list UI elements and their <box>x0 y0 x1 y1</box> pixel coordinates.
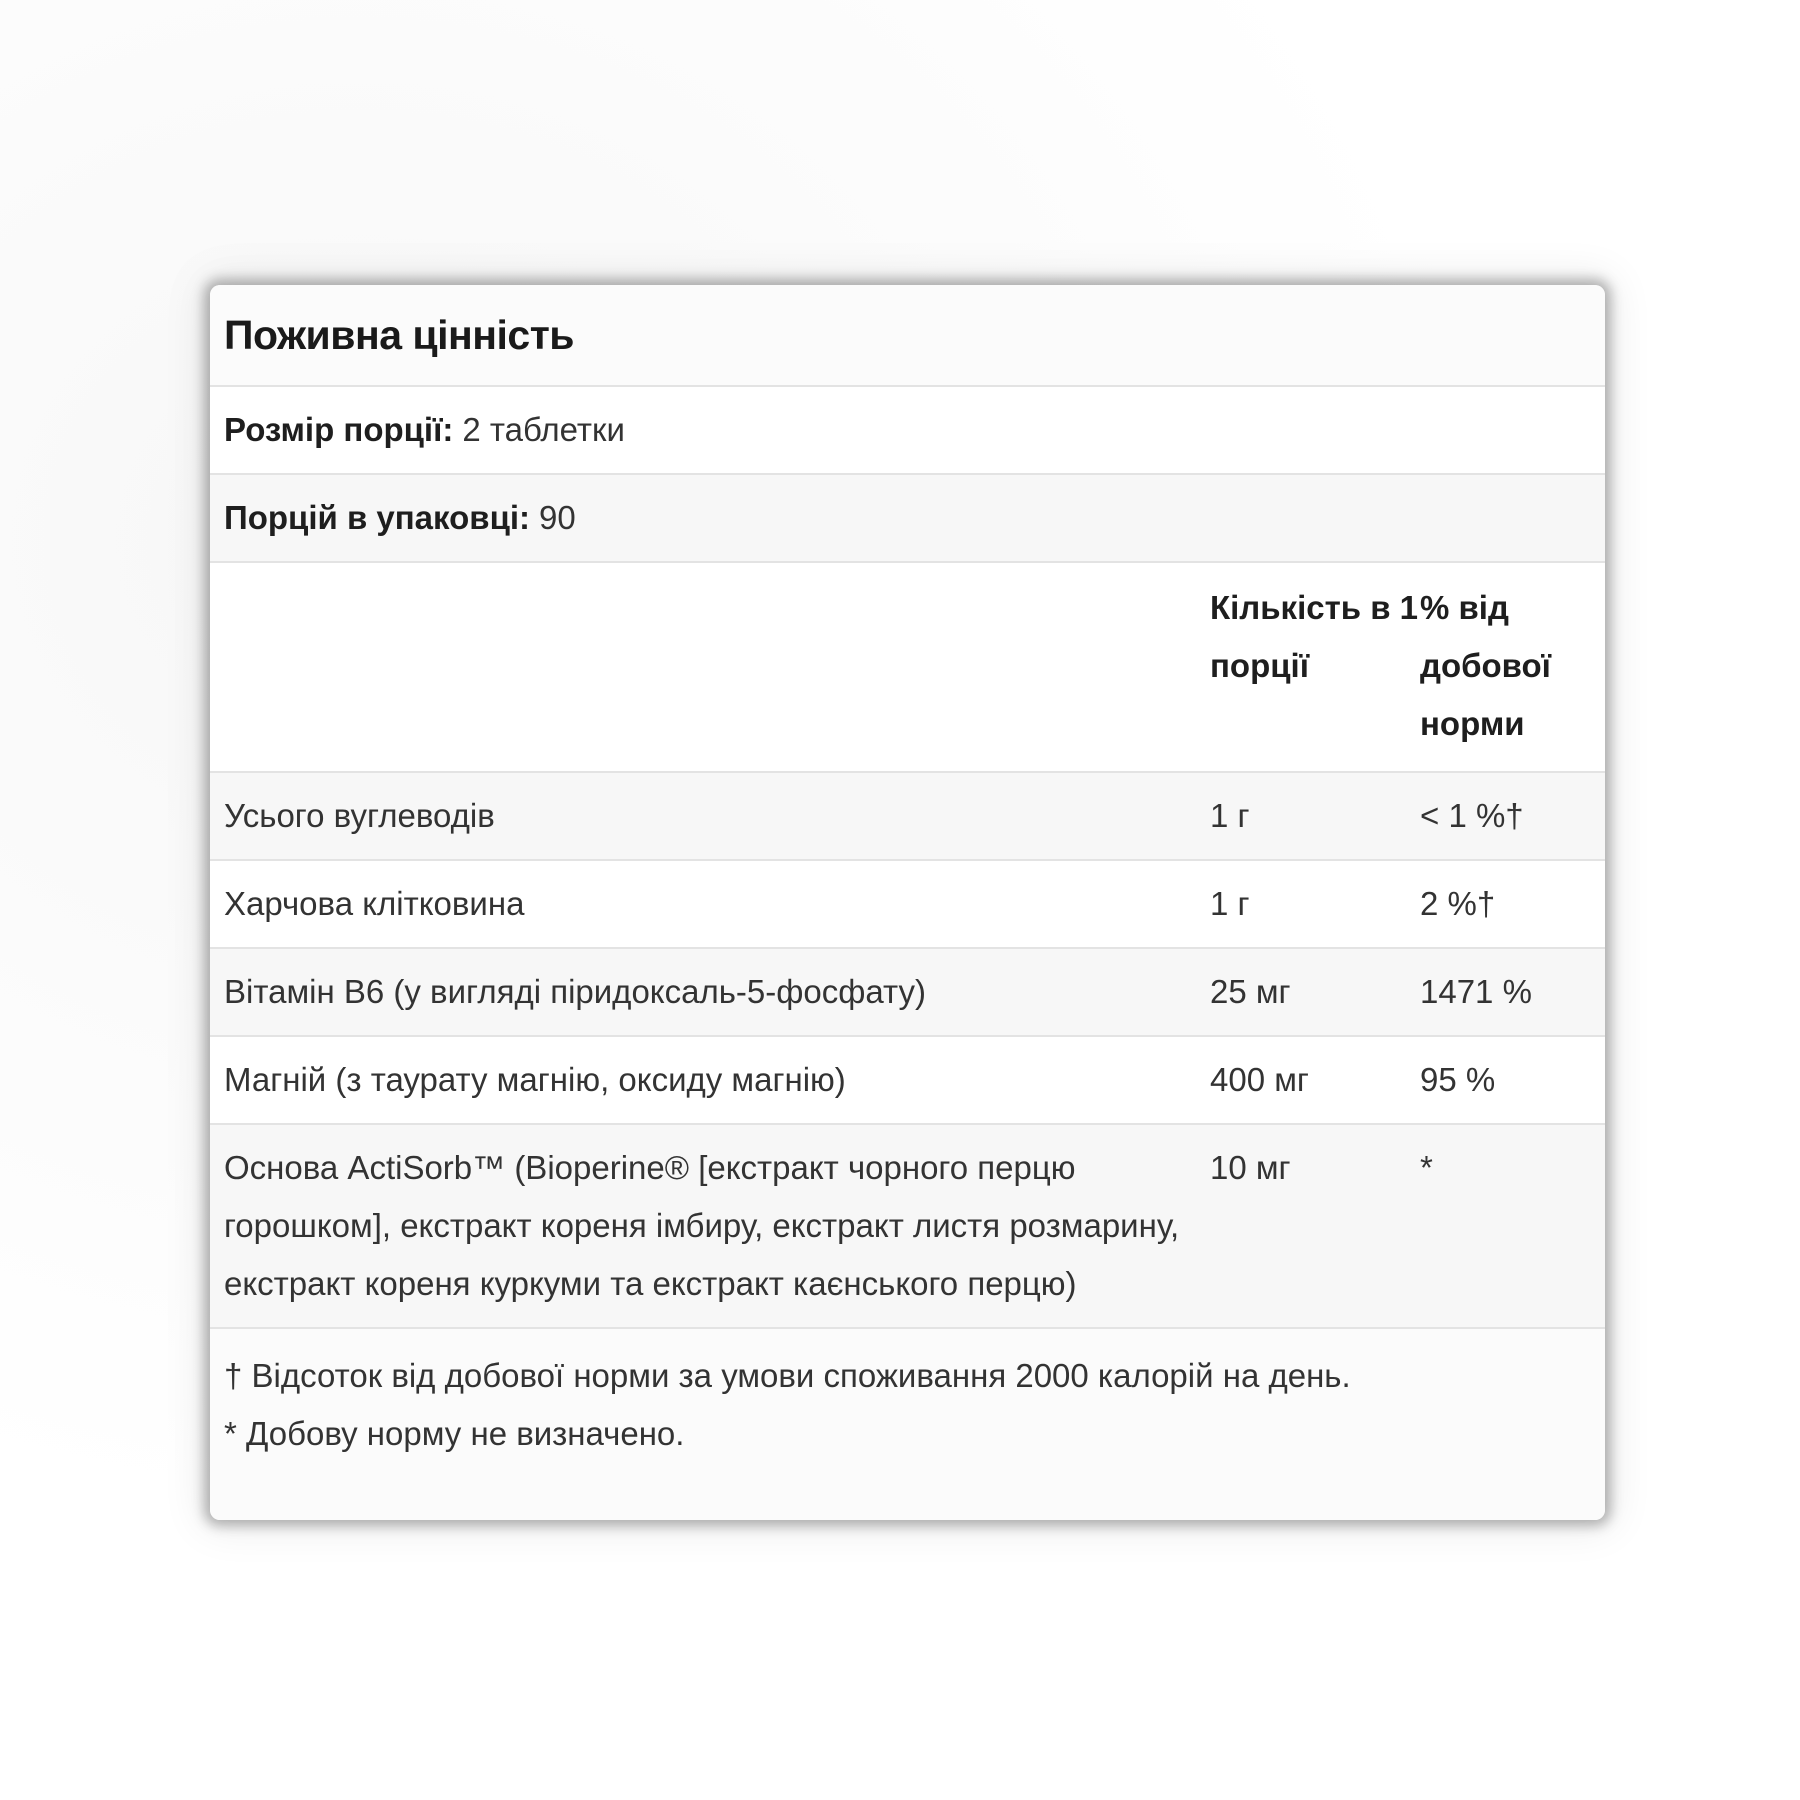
nutrient-name: Основа ActiSorb™ (Bioperine® [екстракт чорного перцю горошком], екстракт кореня імбиру, екстракт листя розмарину, екстракт кореня куркуми та екстракт каєнського перцю) <box>224 1149 1180 1302</box>
nutrient-name: Харчова клітковина <box>224 885 525 922</box>
title-row <box>210 285 1605 387</box>
table-row <box>210 1037 1605 1125</box>
table-row <box>210 949 1605 1037</box>
servings-per-container-label: Порцій в упаковці: <box>224 499 531 536</box>
footnote-asterisk: * Добову норму не визначено. <box>224 1415 685 1452</box>
header-daily-value: % від добової норми <box>1420 589 1551 742</box>
header-nutrient <box>210 563 1210 771</box>
nutrient-amount: 1 г <box>1210 885 1250 922</box>
nutrient-name: Усього вуглеводів <box>224 797 495 834</box>
servings-per-container-row <box>210 475 1605 563</box>
table-row <box>210 773 1605 861</box>
nutrient-name: Вітамін B6 (у вигляді піридоксаль-5-фосфату) <box>224 973 926 1010</box>
nutrition-facts-panel <box>210 285 1605 1520</box>
nutrient-amount: 400 мг <box>1210 1061 1309 1098</box>
nutrient-daily-value: 95 % <box>1420 1061 1496 1098</box>
table-header-row <box>210 563 1605 773</box>
nutrient-name: Магній (з таурату магнію, оксиду магнію) <box>224 1061 846 1098</box>
table-row <box>210 861 1605 949</box>
footnote-dagger: † Відсоток від добової норми за умови споживання 2000 калорій на день. <box>224 1357 1351 1394</box>
nutrient-daily-value: 1471 % <box>1420 973 1532 1010</box>
nutrient-daily-value: * <box>1420 1149 1433 1186</box>
panel-title: Поживна цінність <box>224 311 575 358</box>
table-row <box>210 1125 1605 1329</box>
nutrient-amount: 1 г <box>1210 797 1250 834</box>
serving-size-value: 2 таблетки <box>462 411 625 448</box>
nutrient-amount: 25 мг <box>1210 973 1291 1010</box>
header-amount: Кількість в 1 порції <box>1210 589 1419 684</box>
nutrient-amount: 10 мг <box>1210 1149 1291 1186</box>
footnotes <box>210 1329 1605 1520</box>
nutrient-daily-value: < 1 %† <box>1420 797 1524 834</box>
servings-per-container-value: 90 <box>539 499 576 536</box>
serving-size-label: Розмір порції: <box>224 411 454 448</box>
serving-size-row <box>210 387 1605 475</box>
nutrient-daily-value: 2 %† <box>1420 885 1496 922</box>
